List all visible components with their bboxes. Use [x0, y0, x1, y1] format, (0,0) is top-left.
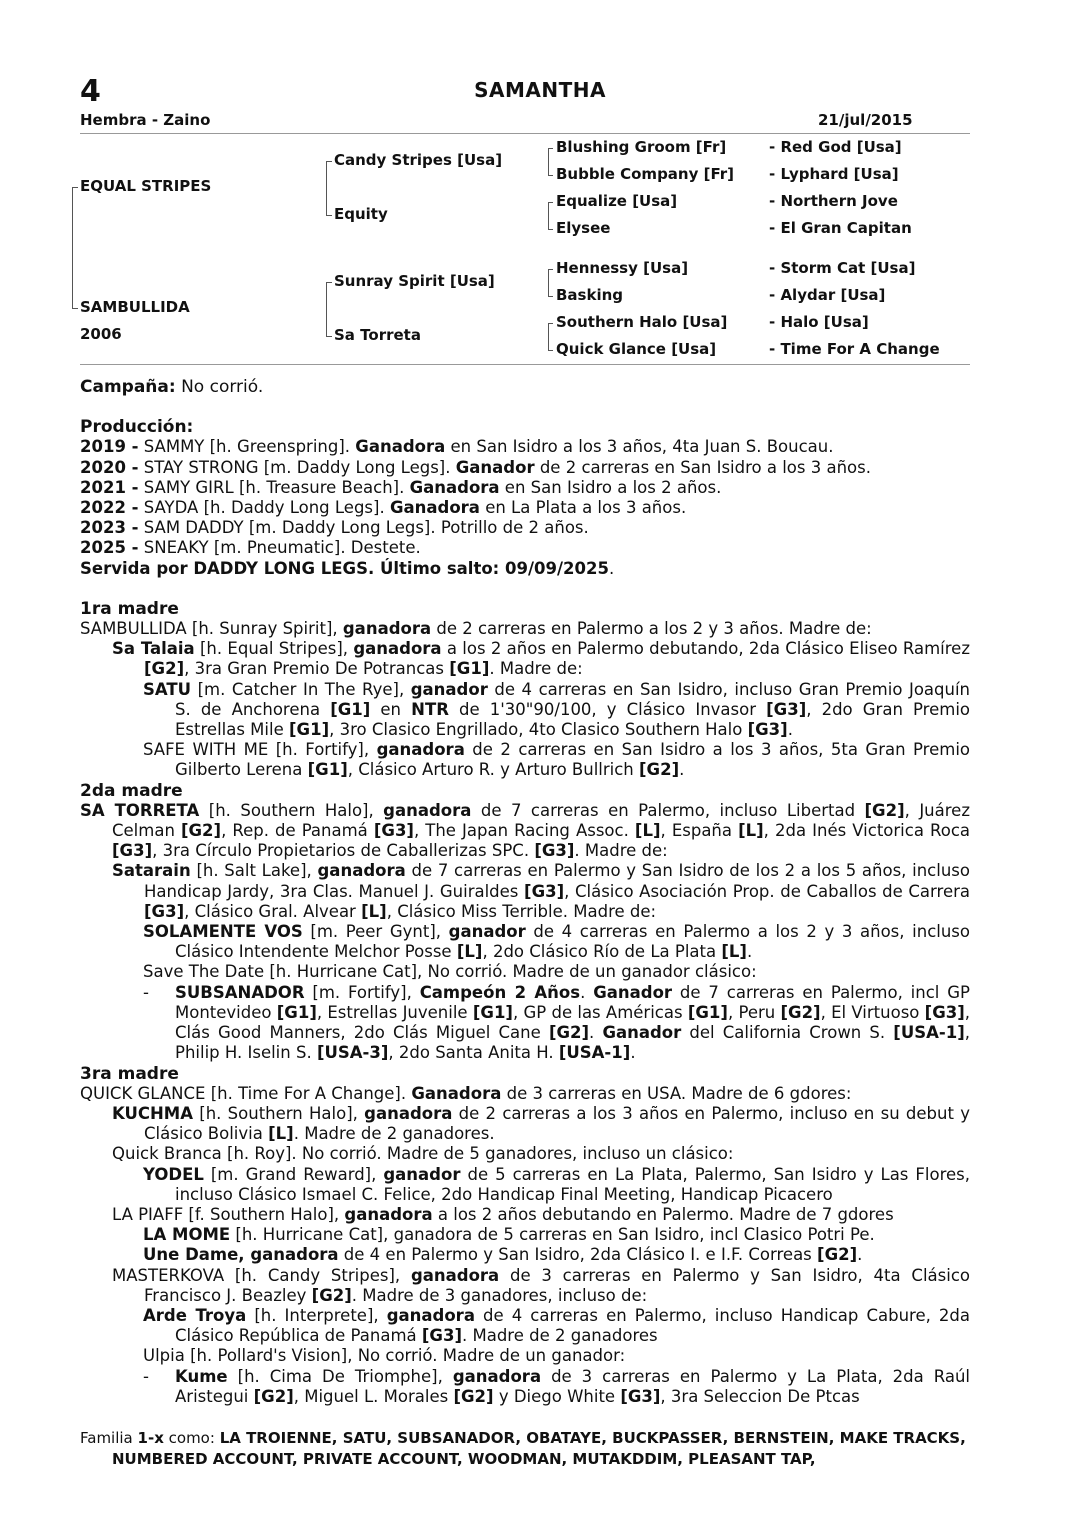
gen4-label: Halo [Usa]: [780, 313, 869, 331]
t: de 4 carreras en Palermo, incluso Handicap Cabure, 2da Clásico República de Panamá: [175, 1305, 970, 1346]
produce-entry: [80, 1306, 970, 1346]
dam: SAMBULLIDA: [80, 298, 190, 316]
gen3-name: Hennessy [Usa]: [556, 259, 689, 277]
produce-entry: [80, 983, 970, 1064]
served-end: .: [608, 558, 615, 578]
t: , GP de las Américas: [512, 1002, 688, 1022]
t: 1-x: [137, 1429, 164, 1447]
gen4-label: Alydar [Usa]: [780, 286, 886, 304]
catalog-body: [80, 377, 970, 1407]
produce-entry: [80, 1346, 970, 1366]
t: del California Crown S.: [681, 1023, 894, 1043]
gen4-name: [769, 165, 899, 183]
t: [G1]: [472, 1002, 513, 1022]
bracket: [548, 350, 553, 351]
t: Ganadora: [411, 1083, 502, 1103]
production-entry: [80, 518, 970, 538]
dash: -: [769, 313, 781, 331]
t: [h. Southern Halo],: [199, 800, 384, 820]
spacer: [80, 579, 970, 599]
bracket: [548, 323, 549, 350]
t: .: [589, 1023, 603, 1043]
t: [USA-1]: [558, 1043, 631, 1063]
gen2-name: Candy Stripes [Usa]: [334, 151, 503, 169]
t: Campeón 2 Años: [419, 982, 581, 1002]
t: [G1]: [276, 1002, 317, 1022]
gen3-name: Blushing Groom [Fr]: [556, 138, 727, 156]
production-entry: [80, 478, 970, 498]
t: de 7 carreras en Palermo, incluso Libertad: [471, 800, 865, 820]
t: [G2]: [639, 760, 680, 780]
t: ganadora: [386, 1305, 475, 1325]
first-dam-line: [80, 619, 970, 639]
t: ganador: [410, 679, 488, 699]
dash: -: [769, 219, 781, 237]
bracket: [326, 215, 332, 216]
gen4-name: [769, 259, 915, 277]
bracket: [548, 175, 553, 176]
t: , Juárez Celman: [112, 800, 970, 841]
gen4-label: Time For A Change: [780, 340, 940, 358]
t: . Madre de 2 ganadores.: [293, 1124, 495, 1144]
produce-entry: [80, 1225, 970, 1245]
t: [G1]: [449, 659, 490, 679]
entry-text: SAMMY [h. Greenspring].: [138, 437, 356, 457]
t: [G1]: [687, 1002, 728, 1022]
t: QUICK GLANCE [h. Time For A Change].: [80, 1083, 412, 1103]
produce-entry: [80, 740, 970, 780]
t: [G3]: [421, 1326, 462, 1346]
family-text: [80, 1428, 970, 1470]
t: , Miguel L. Morales: [293, 1386, 454, 1406]
t: [m. Grand Reward],: [203, 1164, 384, 1184]
sex-color: Hembra - Zaino: [80, 111, 211, 129]
t: .: [630, 1043, 636, 1063]
t: [h. Cima De Triomphe],: [227, 1366, 453, 1386]
t: [G3]: [766, 699, 807, 719]
t: NTR: [411, 699, 449, 719]
t: ganadora: [317, 861, 406, 881]
t: LA MOME: [143, 1225, 231, 1245]
gen4-label: Storm Cat [Usa]: [780, 259, 916, 277]
served-line: [80, 559, 970, 579]
served-label: Servida por: [80, 558, 194, 578]
gen4-label: El Gran Capitan: [780, 219, 912, 237]
bracket: [72, 187, 73, 308]
t: ganadora: [410, 1265, 500, 1285]
t: de 4 carreras en San Isidro, incluso Gran Premio Joaquín S. de Anchorena: [175, 679, 970, 719]
t: Familia: [80, 1429, 138, 1447]
produce-entry: [80, 680, 970, 741]
t: [L]: [634, 821, 661, 841]
t: , 2do Gran Premio Estrellas Mile: [175, 699, 970, 740]
t: [G3]: [620, 1386, 661, 1406]
second-dam-line: [80, 801, 970, 862]
t: . Madre de:: [489, 659, 583, 679]
t: [G1]: [307, 760, 348, 780]
t: ganadora: [364, 1103, 453, 1123]
t: de 2 carreras en San Isidro a los 3 años, 5ta Gran Premio Gilberto Lerena: [175, 740, 970, 780]
t: [m. Catcher In The Rye],: [191, 679, 411, 699]
t: , España: [660, 821, 739, 841]
t: de 3 carreras en USA. Madre de 6 gdores:: [501, 1083, 852, 1103]
t: , The Japan Racing Assoc.: [413, 821, 635, 841]
t: a los 2 años debutando en Palermo. Madre de 7 gdores: [432, 1204, 894, 1224]
t: [L]: [456, 942, 483, 962]
gen4-name: [769, 313, 869, 331]
gen3-name: Basking: [556, 286, 624, 304]
t: .: [857, 1245, 863, 1265]
dash: -: [143, 1366, 149, 1386]
gen4-label: Lyphard [Usa]: [780, 165, 899, 183]
t: Kume: [175, 1366, 228, 1386]
entry-text: SAM DADDY [m. Daddy Long Legs]. Potrillo de 2 años.: [138, 518, 589, 538]
t: [G3]: [373, 821, 414, 841]
t: [L]: [721, 942, 747, 962]
produce-entry: [80, 1205, 970, 1225]
entry-text: SAYDA [h. Daddy Long Legs].: [138, 498, 390, 518]
sire: EQUAL STRIPES: [80, 177, 212, 195]
t: .: [580, 982, 594, 1002]
bracket: [326, 161, 327, 215]
t: , Clásico Gral. Alvear: [184, 901, 362, 921]
bracket: [326, 282, 327, 336]
t: ganador: [383, 1164, 461, 1184]
t: , Clás Good Manners, 2do Clás Miguel Cane: [175, 1002, 971, 1043]
produce-entry: [80, 1144, 970, 1164]
campaign: [80, 377, 970, 397]
family-line: [80, 1428, 970, 1470]
t: de 7 carreras en Palermo y San Isidro de los 2 a los 5 años, incluso Handicap Jardy, 3ra Clas. Manuel J. Guiraldes: [144, 861, 970, 901]
produce-entry: [80, 1266, 970, 1306]
gen4-label: Northern Jove: [780, 192, 898, 210]
t: . Madre de 2 ganadores: [461, 1326, 658, 1346]
t: [m. Peer Gynt],: [302, 922, 449, 942]
produce-entry: [80, 922, 970, 962]
second-dam-title: 2da madre: [80, 780, 183, 801]
production-title: Producción:: [80, 417, 194, 438]
t: como:: [163, 1429, 220, 1447]
t: .: [746, 942, 753, 962]
t: , 3ra Círculo Propietarios de Caballerizas SPC.: [152, 841, 535, 861]
produce-entry: [80, 1165, 970, 1205]
bracket: [548, 148, 549, 175]
t: LA PIAFF [f. Southern Halo],: [112, 1204, 345, 1224]
first-dam-title: 1ra madre: [80, 598, 179, 619]
t: ganadora: [353, 639, 442, 659]
year: 2020 -: [80, 457, 139, 477]
year: 2019 -: [80, 437, 139, 457]
entry-text: SAMY GIRL [h. Treasure Beach].: [138, 477, 410, 497]
gen4-name: [769, 340, 940, 358]
t: . Madre de:: [574, 841, 668, 861]
t: Ganador: [602, 1023, 682, 1043]
lot-number: 4: [80, 74, 101, 109]
dash: -: [769, 138, 781, 156]
gen3-name: Equalize [Usa]: [556, 192, 678, 210]
t: , Peru: [727, 1002, 781, 1022]
production-entry: [80, 538, 970, 558]
t: de 2 carreras a los 3 años en Palermo, incluso en su debut y Clásico Bolivia: [144, 1103, 970, 1144]
t: ganadora: [250, 1245, 339, 1265]
t: [G2]: [548, 1023, 590, 1043]
t: SATU: [143, 679, 192, 699]
gen2-name: Sunray Spirit [Usa]: [334, 272, 495, 290]
t: ganadora: [344, 1204, 433, 1224]
t: , 2da Inés Victorica Roca: [763, 821, 971, 841]
header-divider: [80, 133, 970, 134]
dash: -: [769, 340, 781, 358]
t: , El Virtuoso: [820, 1002, 925, 1022]
t: ganadora: [342, 619, 432, 639]
dash: -: [769, 259, 781, 277]
gen2-name: Equity: [334, 205, 388, 223]
dash: -: [769, 286, 781, 304]
t: [G2]: [180, 821, 222, 841]
t: Sa Talaia: [112, 639, 195, 659]
t: de 4 carreras en Palermo a los 2 y 3 años, incluso Clásico Intendente Melchor Posse: [175, 922, 971, 962]
year: 2022 -: [80, 498, 139, 518]
entry-text: SNEAKY [m. Pneumatic]. Destete.: [138, 538, 421, 558]
produce-entry: [80, 1104, 970, 1144]
t: [h. Interprete],: [246, 1305, 387, 1325]
dam-year: 2006: [80, 325, 122, 343]
t: [G3]: [112, 841, 153, 861]
produce-entry: [80, 1245, 970, 1265]
t: de 7 carreras en Palermo, incl GP Montevideo: [175, 982, 970, 1022]
gen4-name: [769, 138, 902, 156]
t: , Clásico Arturo R. y Arturo Bullrich: [347, 760, 640, 780]
gen4-name: [769, 192, 898, 210]
gen4-label: Red God [Usa]: [780, 138, 902, 156]
t: , 2do Clásico Río de La Plata: [482, 942, 722, 962]
t: SA TORRETA: [80, 800, 200, 820]
bracket: [548, 296, 553, 297]
third-dam-title: 3ra madre: [80, 1063, 179, 1084]
t: [USA-3]: [316, 1043, 389, 1063]
entry-rest: en San Isidro a los 2 años.: [499, 477, 722, 497]
gen2-name: Sa Torreta: [334, 326, 421, 344]
t: [h. Salt Lake],: [190, 861, 318, 881]
t: Save The Date [h. Hurricane Cat], No corrió. Madre de un ganador clásico:: [143, 962, 757, 982]
t: [G2]: [311, 1285, 352, 1305]
horse-name: SAMANTHA: [474, 78, 606, 102]
entry-rest: de 2 carreras en San Isidro a los 3 años.: [534, 457, 871, 477]
produce-entry: [80, 861, 970, 922]
t: , 3ro Clasico Engrillado, 4to Clasico Southern Halo: [329, 720, 748, 740]
produce-entry: [80, 1367, 970, 1407]
t: SAFE WITH ME [h. Fortify],: [143, 740, 377, 760]
dash: -: [769, 165, 781, 183]
entry-bold: Ganador: [455, 457, 535, 477]
t: [G1]: [330, 699, 371, 719]
production-entry: [80, 458, 970, 478]
t: de 5 carreras en La Plata, Palermo, San Isidro y Las Flores, incluso Clásico Ismael C. Felice, 2do Handicap Final Meeting, Handicap Picacero: [175, 1164, 970, 1204]
produce-entry: [80, 639, 970, 679]
t: Arde Troya: [143, 1305, 247, 1325]
t: SAMBULLIDA [h. Sunray Spirit],: [80, 619, 343, 639]
t: KUCHMA: [112, 1103, 194, 1123]
t: [G3]: [144, 901, 185, 921]
t: LA TROIENNE, SATU, SUBSANADOR, OBATAYE, BUCKPASSER, BERNSTEIN, MAKE TRACKS, NUMBERED ACCOUNT, PRIVATE ACCOUNT, WOODMAN, MUTAKDDIM, PLEASANT TAP,: [112, 1429, 966, 1468]
t: MASTERKOVA [h. Candy Stripes],: [112, 1265, 411, 1285]
gen3-name: Southern Halo [Usa]: [556, 313, 728, 331]
gen4-name: [769, 286, 885, 304]
entry-bold: Ganadora: [389, 498, 480, 518]
t: de 4 en Palermo y San Isidro, 2da Clásico I. e I.F. Correas: [338, 1245, 818, 1265]
t: a los 2 años en Palermo debutando, 2da Clásico Eliseo Ramírez: [441, 639, 970, 659]
t: ganadora: [383, 800, 472, 820]
entry-rest: en La Plata a los 3 años.: [479, 498, 687, 518]
t: [G1]: [289, 720, 330, 740]
t: de 3 carreras en Palermo y San Isidro, 4ta Clásico Francisco J. Beazley: [144, 1265, 970, 1305]
t: SOLAMENTE VOS: [143, 922, 303, 942]
t: ,: [238, 1245, 251, 1265]
t: , Philip H. Iselin S.: [175, 1023, 970, 1063]
birth-date: 21/jul/2015: [818, 111, 913, 129]
t: Satarain: [112, 861, 191, 881]
t: [L]: [738, 821, 764, 841]
t: [USA-1]: [893, 1023, 965, 1043]
bracket: [548, 229, 553, 230]
t: Ganador: [593, 982, 673, 1002]
t: [L]: [361, 901, 387, 921]
bracket: [326, 336, 332, 337]
t: Quick Branca [h. Roy]. No corrió. Madre de 5 ganadores, incluso un clásico:: [112, 1144, 734, 1164]
t: de 2 carreras en Palermo a los 2 y 3 años. Madre de:: [431, 619, 872, 639]
gen3-name: Elysee: [556, 219, 611, 237]
t: , 3ra Seleccion De Ptcas: [660, 1386, 860, 1406]
served-date: . Último salto: 09/09/2025: [367, 558, 609, 578]
t: [G3]: [747, 720, 788, 740]
t: [G2]: [864, 800, 905, 820]
t: [h. Hurricane Cat], ganadora de 5 carreras en San Isidro, incl Clasico Potri Pe.: [230, 1225, 875, 1245]
t: , Clásico Asociación Prop. de Caballos de Carrera: [564, 881, 971, 901]
campaign-label: Campaña:: [80, 377, 176, 397]
t: [G2]: [144, 659, 185, 679]
bracket: [72, 308, 78, 309]
year: 2021 -: [80, 477, 139, 497]
year: 2025 -: [80, 538, 139, 558]
t: , 2do Santa Anita H.: [388, 1043, 559, 1063]
production-entry: [80, 437, 970, 457]
t: [G2]: [780, 1002, 821, 1022]
t: Une Dame: [143, 1245, 239, 1265]
t: .: [787, 720, 793, 740]
bracket: [548, 202, 549, 229]
entry-text: STAY STRONG [m. Daddy Long Legs].: [138, 457, 456, 477]
t: , Estrellas Juvenile: [316, 1002, 473, 1022]
entry-bold: Ganadora: [355, 437, 446, 457]
t: [G3]: [524, 881, 565, 901]
t: , Clásico Miss Terrible. Madre de:: [386, 901, 657, 921]
campaign-value: No corrió.: [175, 377, 264, 397]
t: [G2]: [253, 1386, 294, 1406]
served-sire: DADDY LONG LEGS: [193, 558, 368, 578]
gen3-name: Quick Glance [Usa]: [556, 340, 717, 358]
t: SUBSANADOR: [175, 982, 305, 1002]
t: [G2]: [817, 1245, 858, 1265]
produce-entry: [80, 962, 970, 982]
entry-rest: en San Isidro a los 3 años, 4ta Juan S. Boucau.: [445, 437, 834, 457]
year: 2023 -: [80, 518, 139, 538]
t: [G2]: [453, 1386, 494, 1406]
t: , 3ra Gran Premio De Potrancas: [184, 659, 450, 679]
t: Ulpia [h. Pollard's Vision], No corrió. Madre de un ganador:: [143, 1346, 626, 1366]
third-dam-line: [80, 1084, 970, 1104]
t: de 1'30"90/100, y Clásico Invasor: [448, 699, 767, 719]
dash: -: [769, 192, 781, 210]
t: .: [679, 760, 685, 780]
spacer: [80, 397, 970, 417]
t: [h. Southern Halo],: [193, 1103, 365, 1123]
t: de 3 carreras en Palermo y La Plata, 2da Raúl Aristegui: [175, 1366, 971, 1406]
t: [L]: [268, 1124, 294, 1144]
t: [m. Fortify],: [304, 982, 420, 1002]
gen3-name: Bubble Company [Fr]: [556, 165, 735, 183]
dash: -: [143, 982, 149, 1002]
production-entry: [80, 498, 970, 518]
t: ganadora: [452, 1366, 542, 1386]
t: ganador: [448, 922, 526, 942]
pedigree-divider: [80, 364, 970, 365]
entry-bold: Ganadora: [409, 477, 500, 497]
t: y Diego White: [493, 1386, 621, 1406]
t: , Rep. de Panamá: [221, 821, 374, 841]
bracket: [548, 269, 549, 296]
t: en: [370, 699, 412, 719]
t: [G3]: [534, 841, 575, 861]
t: [h. Equal Stripes],: [194, 639, 354, 659]
t: YODEL: [143, 1164, 204, 1184]
gen4-name: [769, 219, 912, 237]
t: ganadora: [376, 740, 465, 760]
t: [G3]: [924, 1002, 965, 1022]
t: . Madre de 3 ganadores, incluso de:: [351, 1285, 648, 1305]
